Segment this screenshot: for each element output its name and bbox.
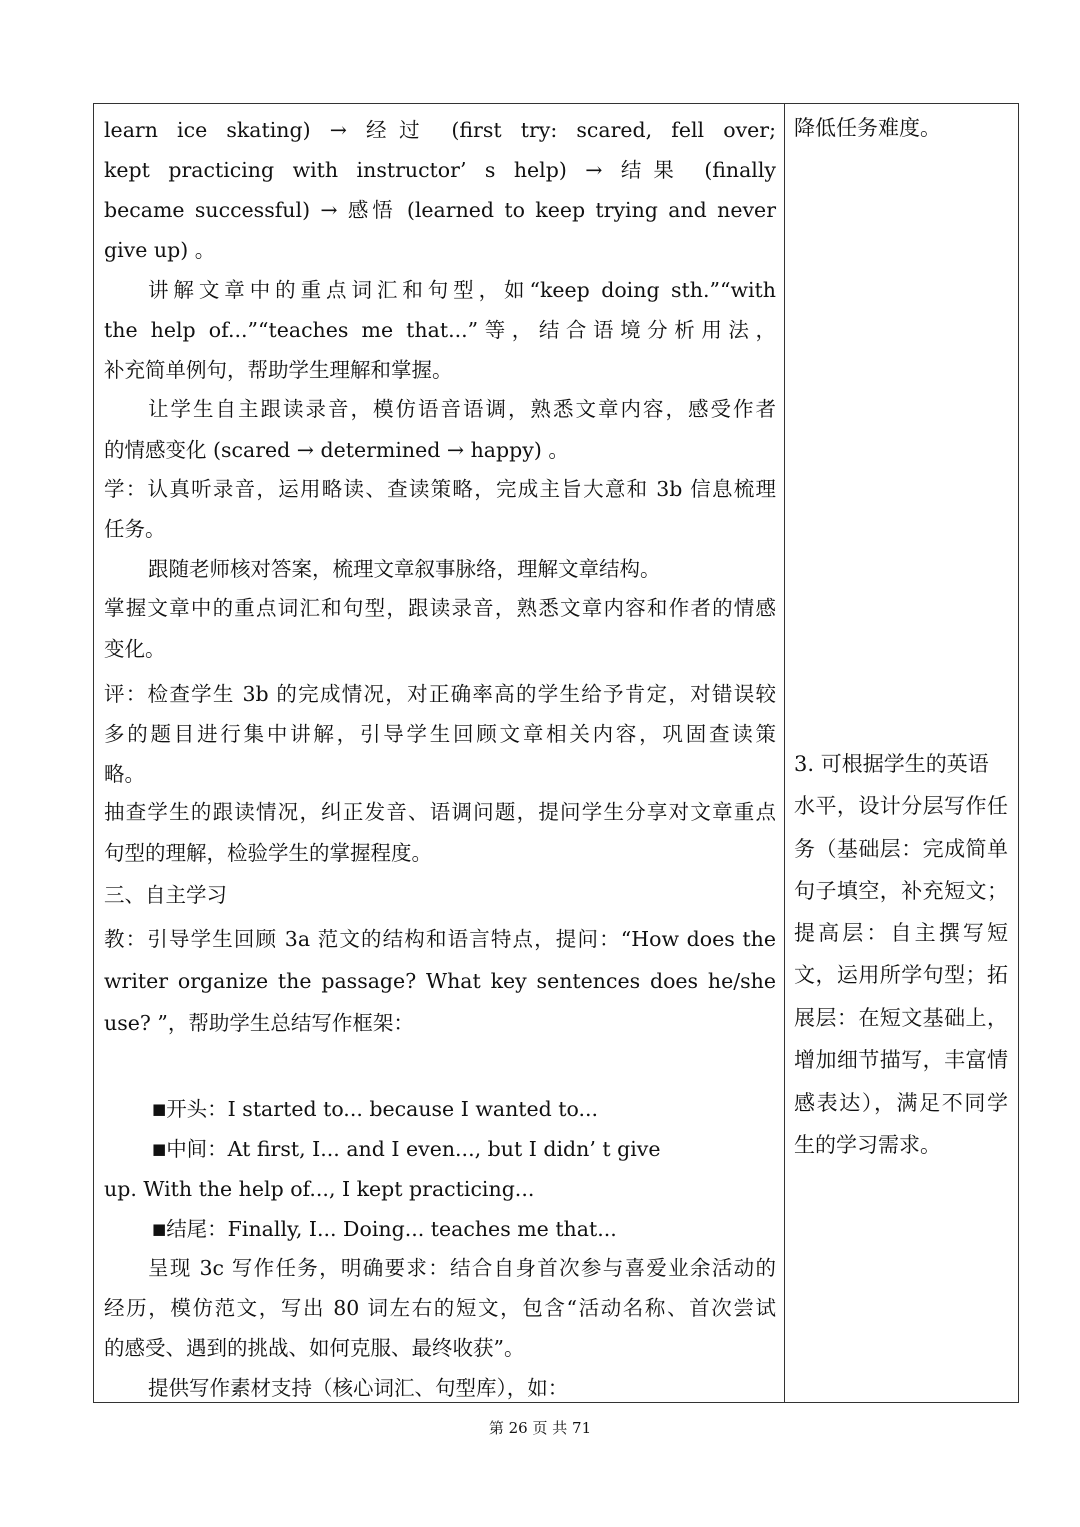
text-line: 3. 可根据学生的英语 [794, 752, 989, 776]
lesson-plan-table [93, 103, 1019, 1403]
text-line: 变化。 [104, 637, 166, 661]
text-line: 多的题目进行集中讲解，引导学生回顾文章相关内容，巩固查读策 [104, 722, 776, 746]
text-line: 经历，模仿范文，写出 80 词左右的短文，包含“活动名称、首次尝试 [104, 1296, 776, 1320]
text-line: kept practicing with instructor’ s help) → 结果 (finally [104, 158, 776, 182]
text-line: learn ice skating) → 经过 (first try: scared, fell over; [104, 118, 776, 142]
text-line: 补充简单例句，帮助学生理解和掌握。 [104, 358, 453, 382]
text-line: 增加细节描写，丰富情 [794, 1048, 1008, 1072]
text-line: 句子填空，补充短文； [794, 879, 1008, 903]
square-bullet-icon: ■ [152, 1140, 167, 1158]
text-line: 句型的理解，检验学生的掌握程度。 [104, 841, 432, 865]
text-line: became successful) → 感悟 (learned to keep trying and never [104, 198, 776, 222]
text-line: 务（基础层：完成简单 [794, 837, 1008, 861]
text-line: 感表达），满足不同学 [794, 1091, 1008, 1115]
text-line: 教：引导学生回顾 3a 范文的结构和语言特点，提问：“How does the [104, 927, 776, 951]
framework-item-opening: ■开头：I started to... because I wanted to... [152, 1097, 599, 1121]
text-line: 水平，设计分层写作任 [794, 794, 1008, 818]
text-line: 的感受、遇到的挑战、如何克服、最终收获”。 [104, 1336, 525, 1360]
text-line: use? ”，帮助学生总结写作框架： [104, 1011, 414, 1035]
column-divider [784, 104, 785, 1402]
text-line: 提供写作素材支持（核心词汇、句型库），如： [148, 1376, 569, 1400]
text-line: 生的学习需求。 [794, 1133, 941, 1157]
page-number: 第 26 页 共 71 [488, 1419, 592, 1437]
text-line: 展层：在短文基础上， [794, 1006, 1008, 1030]
text-line: 学：认真听录音，运用略读、查读策略，完成主旨大意和 3b 信息梳理 [104, 477, 776, 501]
text-line: 任务。 [104, 517, 166, 541]
text-line: up. With the help of..., I kept practicing... [104, 1177, 535, 1201]
text-line: 掌握文章中的重点词汇和句型，跟读录音，熟悉文章内容和作者的情感 [104, 596, 776, 620]
square-bullet-icon: ■ [152, 1100, 167, 1118]
text-line: 跟随老师核对答案，梳理文章叙事脉络，理解文章结构。 [148, 557, 661, 581]
text-line: give up) 。 [104, 238, 216, 262]
text-line: 评：检查学生 3b 的完成情况，对正确率高的学生给予肯定，对错误较 [104, 682, 776, 706]
text-line: writer organize the passage? What key sentences does he/she [104, 969, 776, 993]
framework-item-ending: ■结尾：Finally, I... Doing... teaches me that... [152, 1217, 617, 1241]
text-line: 略。 [104, 762, 145, 786]
framework-item-middle: ■中间：At first, I... and I even..., but I didn’ t give [152, 1137, 661, 1161]
text-line: 让学生自主跟读录音，模仿语音语调，熟悉文章内容，感受作者 [148, 397, 776, 421]
section-heading: 三、自主学习 [104, 883, 227, 907]
text-line: 提高层：自主撰写短 [794, 921, 1008, 945]
square-bullet-icon: ■ [152, 1220, 167, 1238]
text-line: 的情感变化 (scared → determined → happy) 。 [104, 438, 569, 462]
text-line: 呈现 3c 写作任务，明确要求：结合自身首次参与喜爱业余活动的 [148, 1256, 776, 1280]
text-line: 降低任务难度。 [794, 116, 941, 140]
text-line: 抽查学生的跟读情况，纠正发音、语调问题，提问学生分享对文章重点 [104, 800, 776, 824]
text-line: 文，运用所学句型；拓 [794, 963, 1008, 987]
text-line: the help of...”“teaches me that...”等，结合语境分析用法， [104, 318, 776, 342]
text-line: 讲解文章中的重点词汇和句型，如“keep doing sth.”“with [148, 278, 776, 302]
